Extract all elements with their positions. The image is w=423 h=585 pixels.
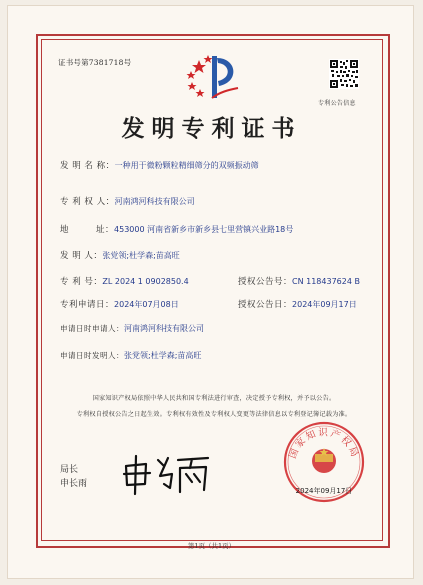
certificate-number: 证书号第7381718号: [58, 58, 132, 67]
address-row: [60, 223, 293, 235]
patent-number-label: 专 利 号：: [60, 277, 103, 287]
handwritten-signature-icon: [120, 452, 212, 496]
qr-code-icon[interactable]: [329, 59, 359, 89]
seal-arc-text: 国家知识产权局: [287, 427, 361, 461]
filing-date-row: [60, 298, 179, 310]
qr-label: 专利公告信息: [318, 100, 356, 107]
grant-date-row: [238, 298, 357, 310]
patentee-label: 专 利 权 人：: [60, 197, 115, 207]
filing-date-value: 2024年07月08日: [114, 300, 179, 309]
filing-date-label: 专利申请日：: [60, 300, 115, 310]
grant-number-label: 授权公告号：: [238, 277, 293, 287]
patentee-value: 河南鸿河科技有限公司: [114, 197, 195, 206]
patent-number-value: ZL 2024 1 0902850.4: [102, 277, 189, 286]
page-title: 发明专利证书: [121, 115, 302, 142]
patentee-row: [60, 195, 195, 207]
address-label: 地 址：: [60, 225, 115, 235]
address-value: 453000 河南省新乡市新乡县七里营镇兴业路18号: [114, 225, 294, 234]
invention-name-label: 发 明 名 称：: [60, 161, 115, 171]
applicant-label: 申请日时申请人：: [60, 324, 124, 333]
grant-date-label: 授权公告日：: [238, 300, 293, 310]
app-inventor-label: 申请日时发明人：: [60, 351, 124, 360]
statement-line-2: 专利权自授权公告之日起生效。专利权有效性及专利权人变更等法律信息以专利登记簿记载为准。: [76, 411, 352, 418]
page-footer: 第1页（共1页）: [187, 542, 236, 550]
grant-number-value: CN 118437624 B: [292, 277, 360, 286]
director-title: 局长: [60, 465, 79, 475]
patent-number-row: [60, 275, 189, 287]
applicant-value: 河南鸿河科技有限公司: [124, 324, 204, 333]
applicant-row: [60, 323, 204, 334]
inventor-label: 发 明 人：: [60, 251, 103, 261]
invention-name-value: 一种用于微粉颗粒精细筛分的双频振动筛: [114, 161, 259, 170]
signature-block: [60, 463, 87, 491]
director-name: 申长雨: [60, 479, 88, 489]
official-seal-icon: [282, 420, 366, 504]
inventor-value: 张党领;杜学森;苗高旺: [102, 251, 180, 260]
grant-number-row: [238, 275, 360, 287]
seal-date: 2024年09月17日: [295, 487, 353, 495]
app-inventor-row: [60, 350, 201, 361]
invention-name-row: [60, 159, 259, 171]
statement-line-1: 国家知识产权局依照中华人民共和国专利法进行审查，决定授予专利权，并予以公告。: [92, 395, 336, 402]
cnipa-emblem-icon: [182, 48, 244, 106]
grant-date-value: 2024年09月17日: [292, 300, 357, 309]
inventor-row: [60, 249, 180, 261]
app-inventor-value: 张党领;杜学森;苗高旺: [124, 351, 202, 360]
